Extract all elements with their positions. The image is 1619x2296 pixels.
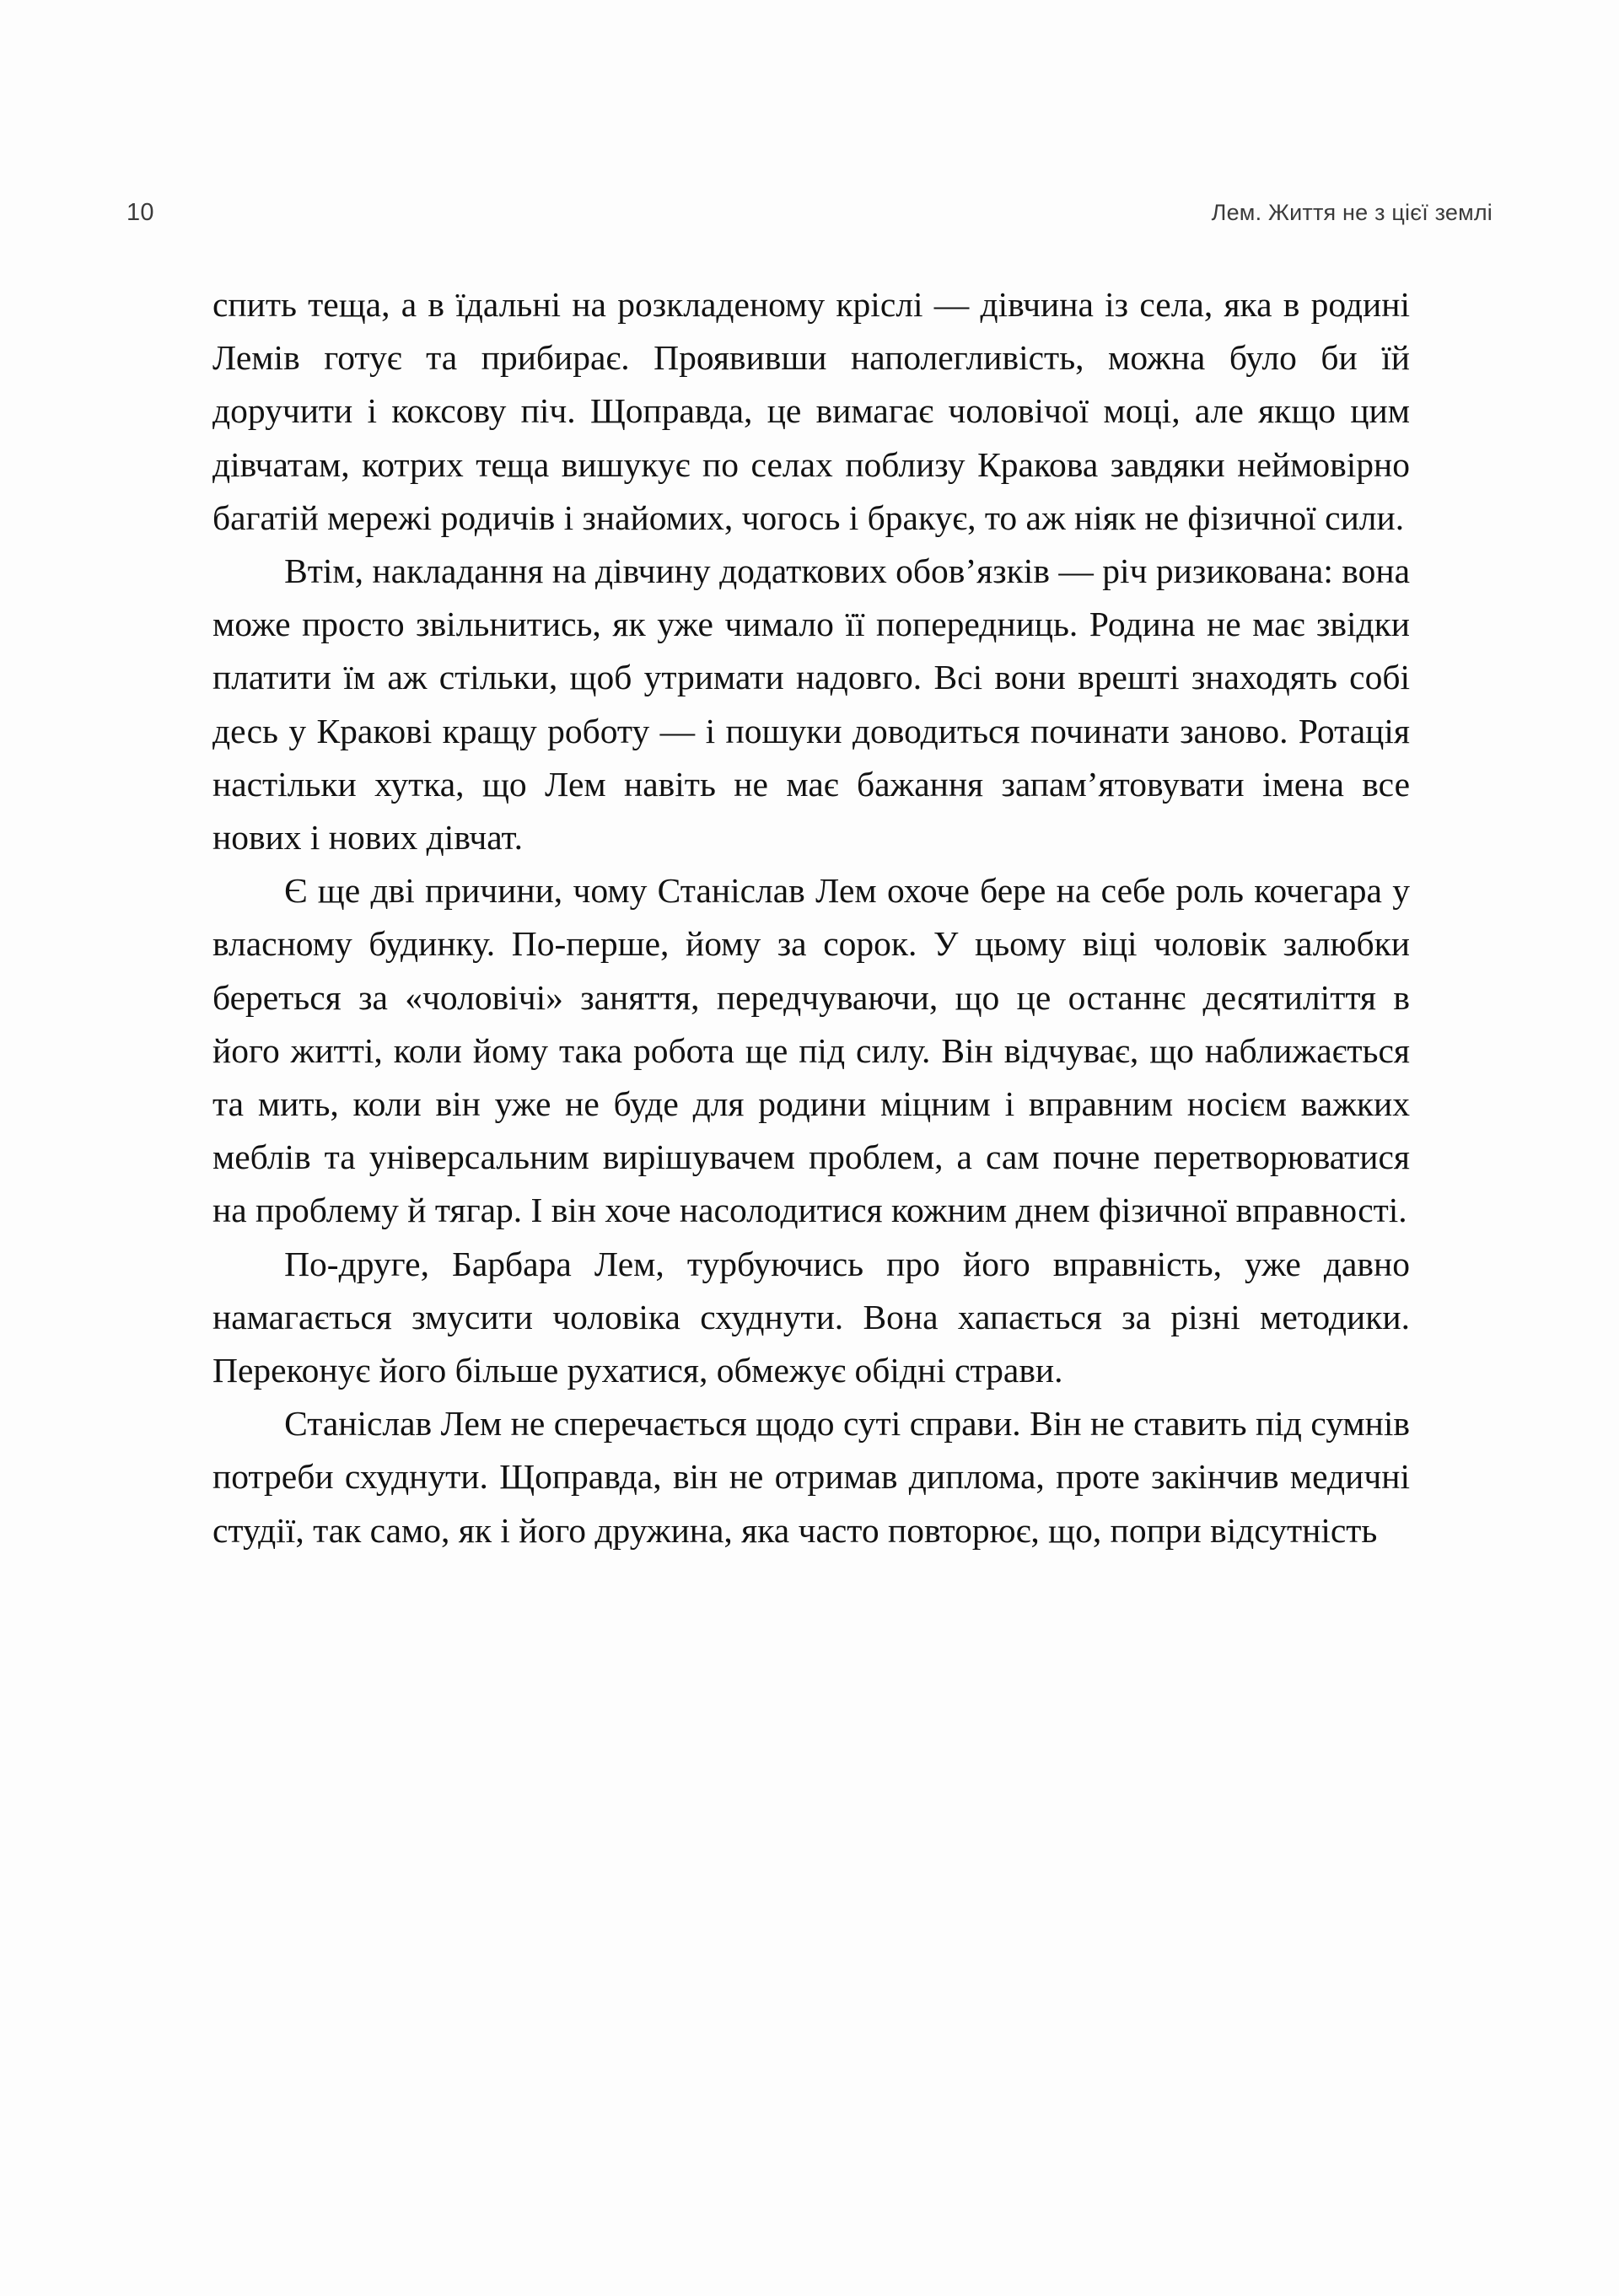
page-number: 10 xyxy=(126,199,154,226)
paragraph: спить теща, а в їдальні на розкладеному кріслі — дівчина із села, яка в родині Лемів готує та прибирає. Проявивши наполегливість, можна було би їй доручити і коксову піч. Щоправда, це вимагає чоловічої моці, але якщо цим дівчатам, котрих теща вишукує по селах поблизу Кракова завдяки неймовірно багатій мережі родичів і знайомих, чогось і бракує, то аж ніяк не фізичної сили. xyxy=(212,285,1410,537)
body-text-block xyxy=(212,278,1410,1557)
paragraph: Є ще дві причини, чому Станіслав Лем охоче бере на себе роль кочегара у власному будинку. По-перше, йому за сорок. У цьому віці чоловік залюбки береться за «чоловічі» заняття, передчуваючи, що це останнє десятиліття в його житті, коли йому така робота ще під силу. Він відчуває, що наближається та мить, коли він уже не буде для родини міцним і вправним носієм важких меблів та універсальним вирішувачем проблем, а сам почне перетворюватися на проблему й тягар. І він хоче насолодитися кожним днем фізичної вправності. xyxy=(212,871,1410,1230)
paragraph: По-друге, Барбара Лем, турбуючись про його вправність, уже давно намагається змусити чоловіка схуднути. Вона хапається за різні методики. Переконує його більше рухатися, обмежує обідні страви. xyxy=(212,1244,1410,1390)
running-head xyxy=(126,199,1493,233)
paragraph: Втім, накладання на дівчину додаткових обов’язків — річ ризикована: вона може просто звільнитись, як уже чимало її попередниць. Родина не має звідки платити їм аж стільки, щоб утримати надовго. Всі вони врешті знаходять собі десь у Кракові кращу роботу — і пошуки доводиться починати заново. Ротація настільки хутка, що Лем навіть не має бажання запам’ятовувати імена все нових і нових дівчат. xyxy=(212,551,1410,858)
paragraph: Станіслав Лем не сперечається щодо суті справи. Він не ставить під сумнів потреби схуднути. Щоправда, він не отримав диплома, проте закінчив медичні студії, так само, як і його дружина, яка часто повторює, що, попри відсутність xyxy=(212,1404,1410,1550)
running-head-title: Лем. Життя не з цієї землі xyxy=(1211,200,1493,225)
